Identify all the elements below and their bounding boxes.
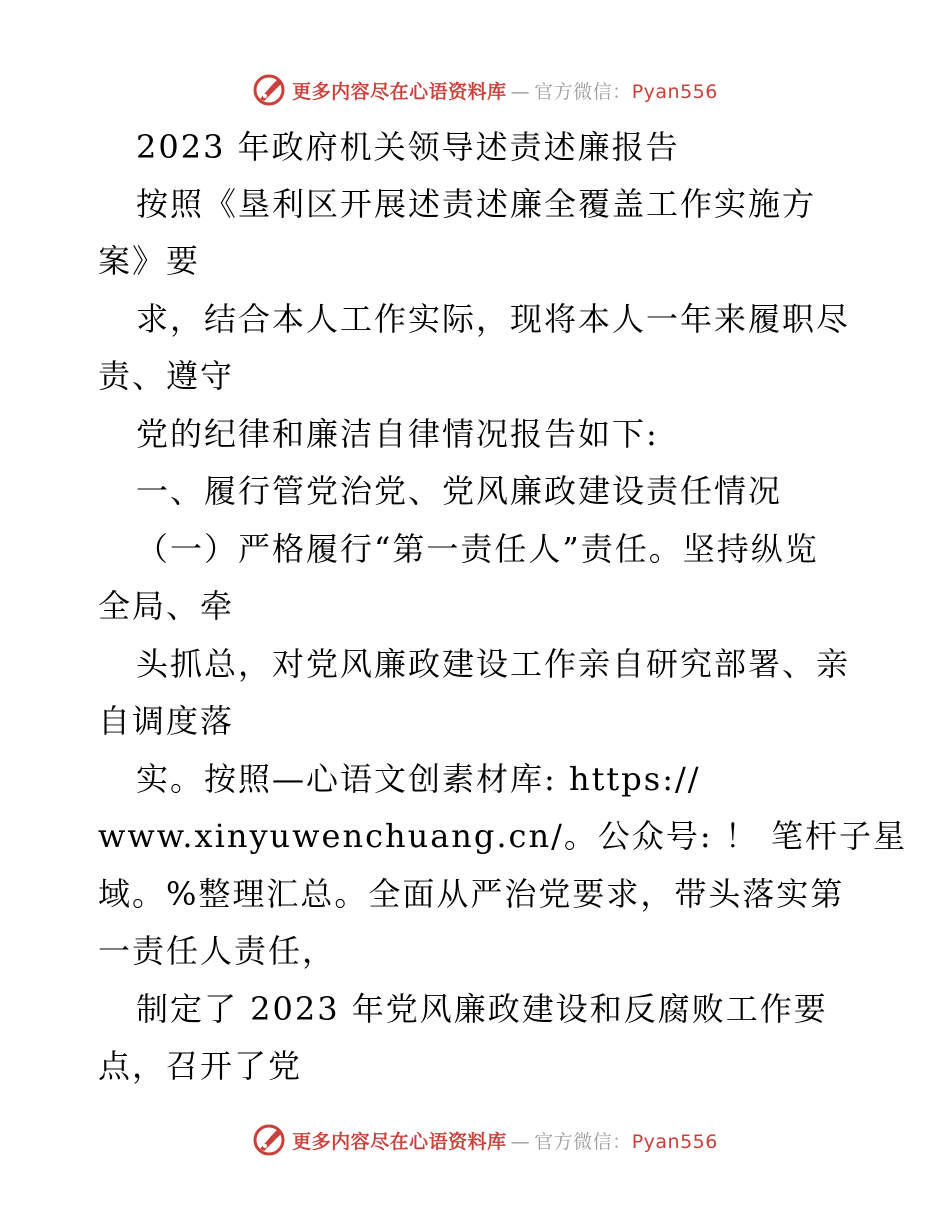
subsection-heading: （一）严格履行“第一责任人”责任。坚持纵览	[136, 530, 819, 568]
paragraph-line: www.xinyuwenchuang.cn/。公众号: ！ 笔杆子星	[98, 817, 907, 855]
paragraph-line: 案》要	[98, 242, 201, 280]
pen-logo-icon	[252, 73, 286, 107]
paragraph-line: 点，召开了党	[98, 1047, 303, 1085]
footer-banner-text	[292, 1127, 718, 1154]
paragraph-line: 一责任人责任，	[98, 932, 337, 970]
paragraph-line: 求，结合本人工作实际，现将本人一年来履职尽	[136, 300, 851, 338]
paragraph-line: 实。按照—心语文创素材库: https://	[136, 760, 701, 798]
header-banner-main: 更多内容尽在心语资料库	[292, 80, 507, 103]
section-heading: 一、履行管党治党、党风廉政建设责任情况	[136, 472, 783, 510]
pen-logo-icon	[252, 1123, 286, 1157]
footer-banner-wechat-id: Pyan556	[631, 1130, 718, 1153]
header-banner-wechat-id: Pyan556	[631, 80, 718, 103]
paragraph-line: 制定了 2023 年党风廉政建设和反腐败工作要	[136, 990, 828, 1028]
header-banner	[0, 70, 950, 110]
paragraph-line: 域。%整理汇总。全面从严治党要求，带头落实第	[98, 875, 845, 913]
footer-banner-content	[252, 1123, 718, 1157]
document-title: 2023 年政府机关领导述责述廉报告	[136, 128, 680, 166]
paragraph-line: 按照《垦利区开展述责述廉全覆盖工作实施方	[136, 185, 817, 223]
header-banner-content	[252, 73, 718, 107]
paragraph-line: 责、遵守	[98, 357, 235, 395]
footer-banner-label: 官方微信：	[534, 1130, 632, 1153]
paragraph-line: 自调度落	[98, 702, 235, 740]
paragraph-line: 党的纪律和廉洁自律情况报告如下:	[136, 415, 659, 453]
header-banner-label: 官方微信：	[534, 80, 632, 103]
paragraph-line: 头抓总，对党风廉政建设工作亲自研究部署、亲	[136, 645, 851, 683]
paragraph-line: 全局、牵	[98, 587, 235, 625]
footer-banner-separator: —	[510, 1130, 531, 1153]
footer-banner-main: 更多内容尽在心语资料库	[292, 1130, 507, 1153]
header-banner-separator: —	[510, 80, 531, 103]
header-banner-text	[292, 77, 718, 104]
footer-banner	[0, 1120, 950, 1160]
